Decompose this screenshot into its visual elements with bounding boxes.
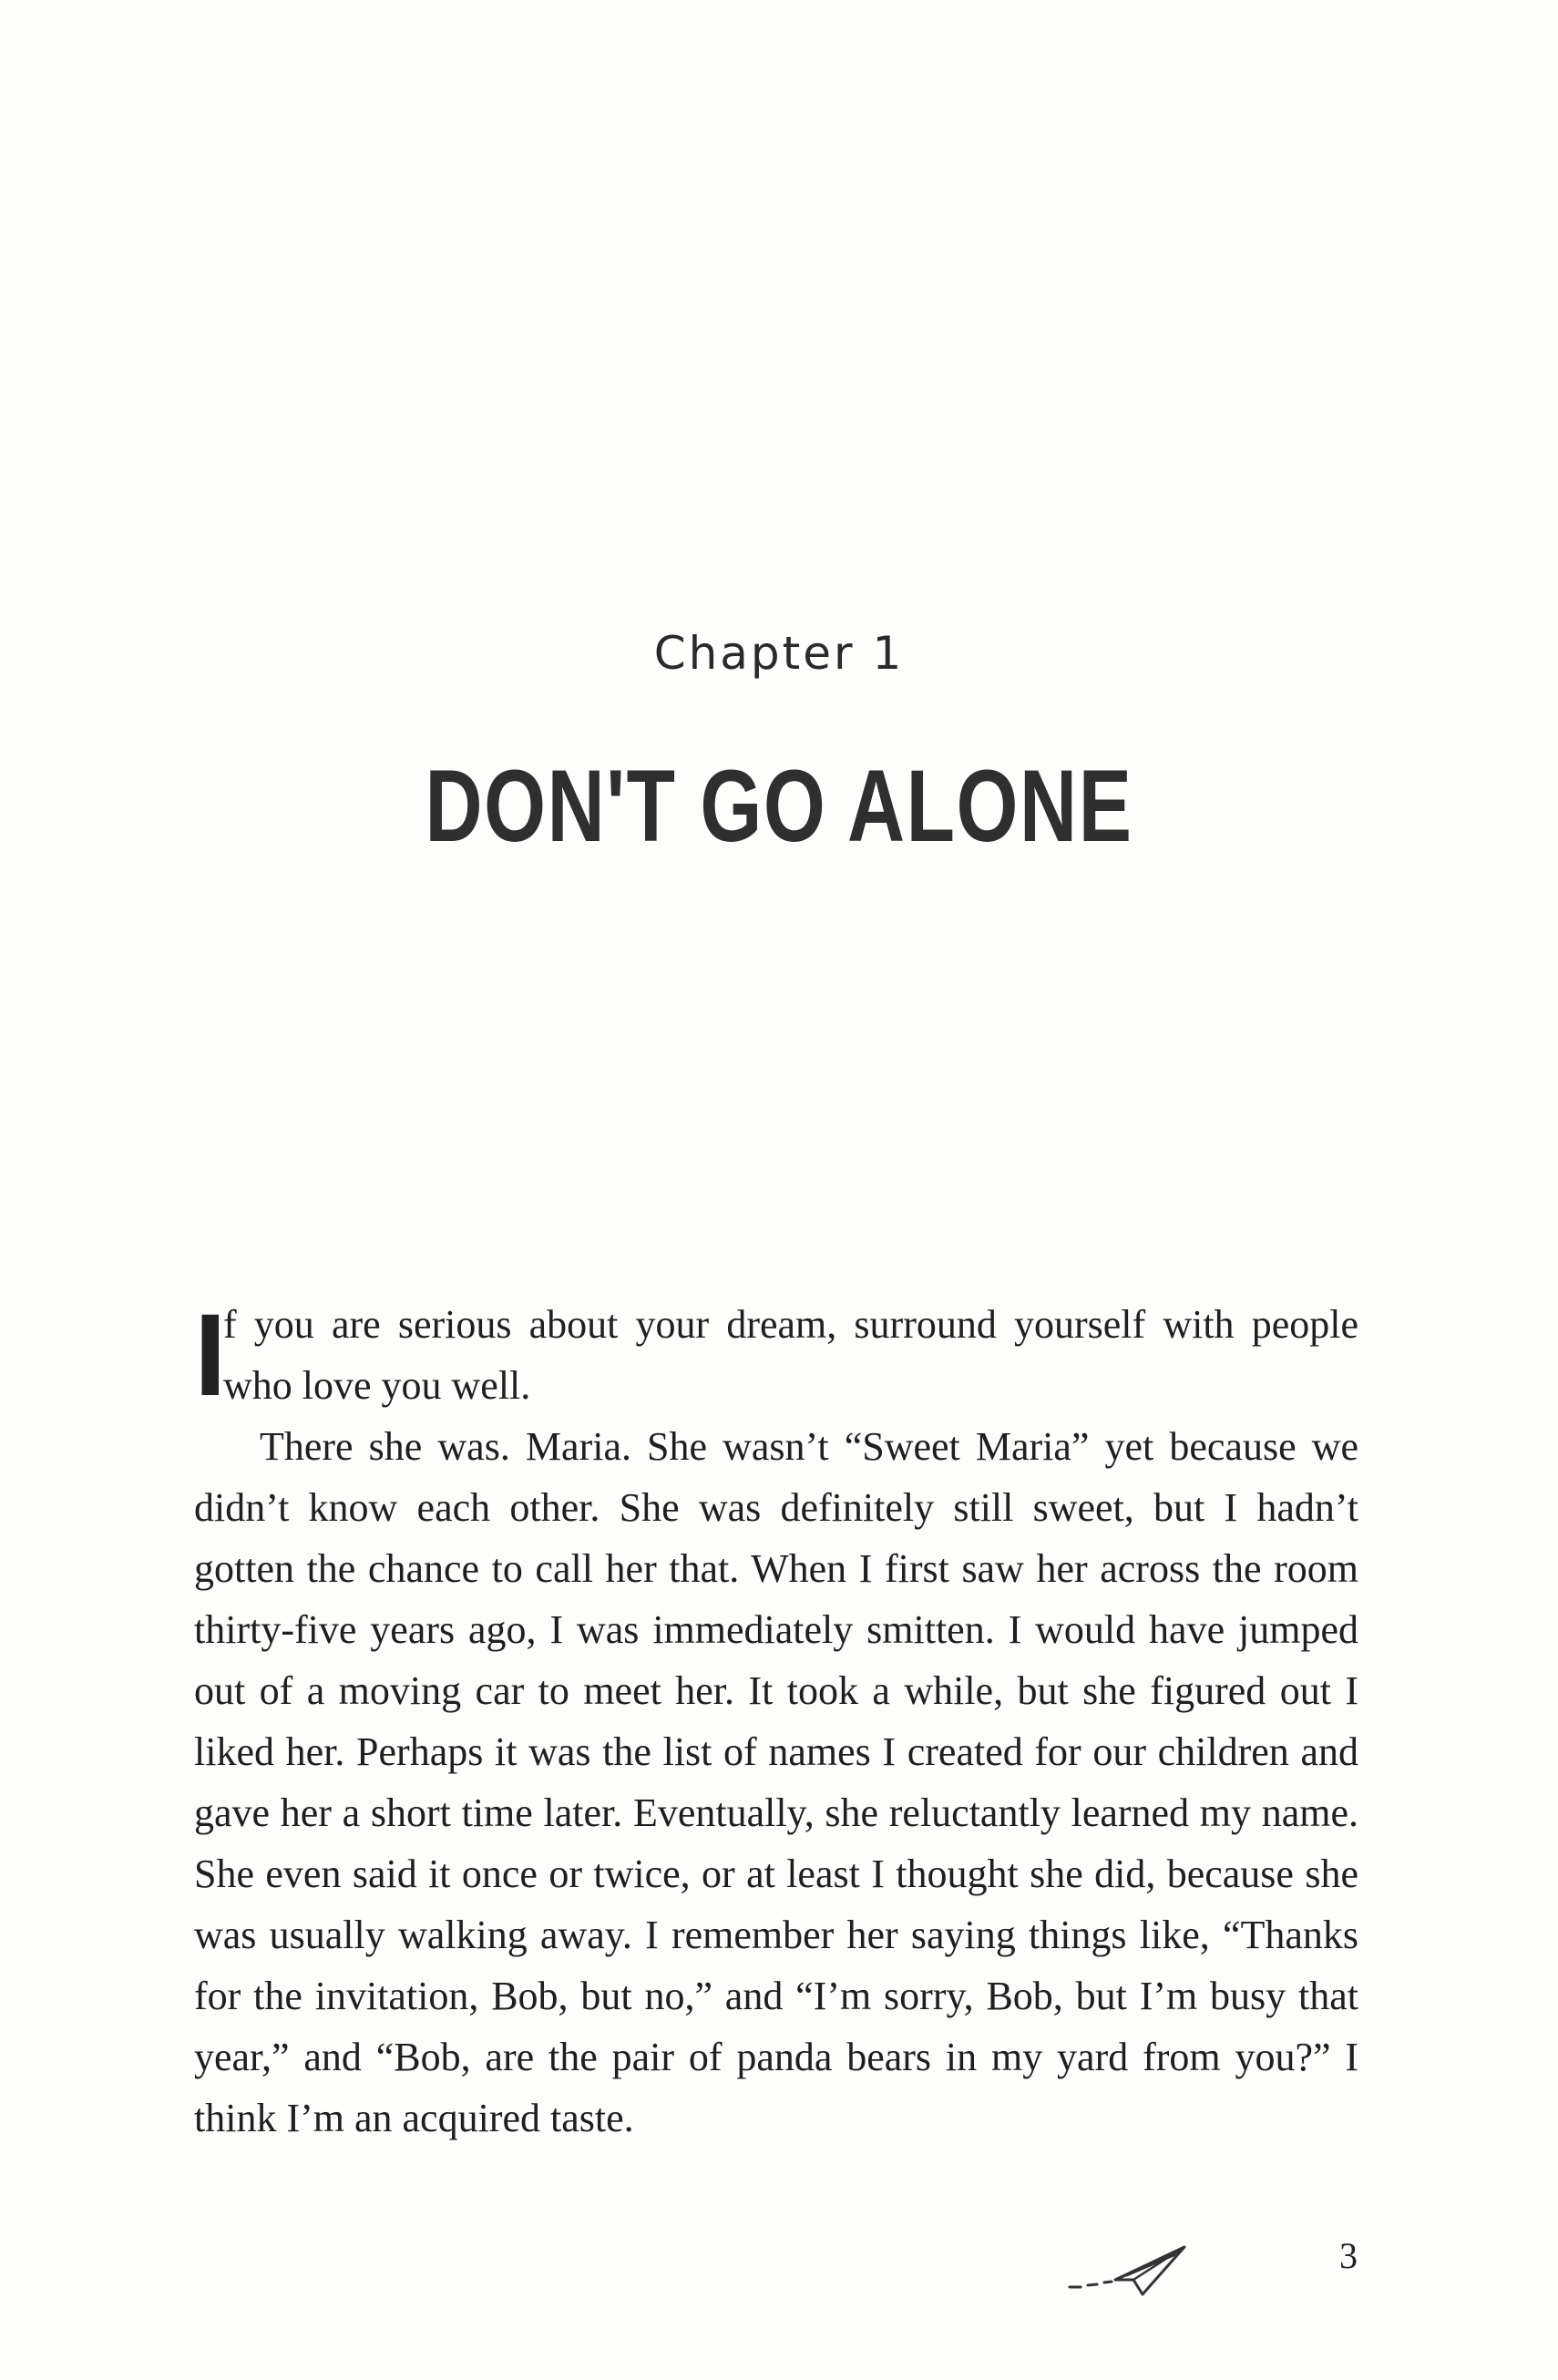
page-number: 3 xyxy=(1339,2235,1358,2276)
body-paragraph: There she was. Maria. She wasn’t “Sweet Maria” yet because we didn’t know each other. She was definitely still sweet, but I hadn’t gotten the chance to call her that. When I first saw her across the room thirty-five years ago, I was immediately smitten. I would have jumped out of a moving car to meet her. It took a while, but she figured out I liked her. Perhaps it was the list of names I created for our children and gave her a short time later. Eventually, she reluctantly learned my name. She even said it once or twice, or at least I thought she did, because she was usually walking away. I remember her saying things like, “Thanks for the invitation, Bob, but no,” and “I’m sorry, Bob, but I’m busy that year,” and “Bob, are the pair of panda bears in my yard from you?” I think I’m an acquired taste. xyxy=(194,1424,1358,2140)
paper-airplane-icon xyxy=(1068,2240,1188,2305)
chapter-body xyxy=(194,1290,1358,2149)
chapter-title: DON'T GO ALONE xyxy=(425,749,1133,863)
drop-cap: I xyxy=(194,1290,227,1421)
lead-paragraph xyxy=(194,1290,1358,1421)
chapter-label: Chapter 1 xyxy=(653,627,905,680)
lead-paragraph-text: f you are serious about your dream, surround yourself with people who love you well. xyxy=(223,1302,1358,1408)
